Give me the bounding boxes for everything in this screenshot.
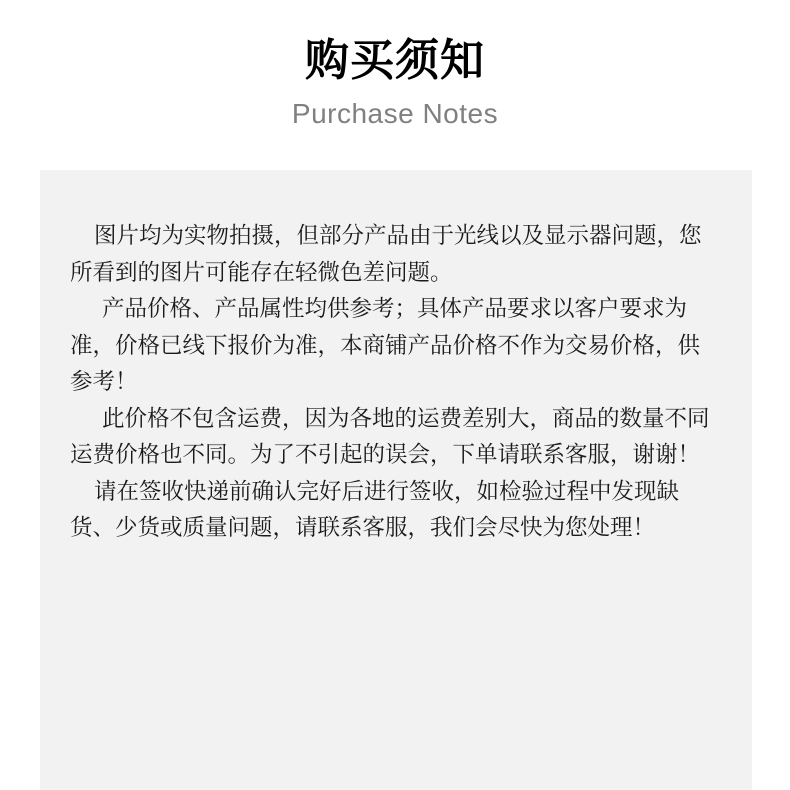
note-paragraph-price: 产品价格、产品属性均供参考；具体产品要求以客户要求为准，价格已线下报价为准，本商铺产品价格不作为交易价格，供参考！ bbox=[70, 296, 701, 395]
note-paragraph-photo: 图片均为实物拍摄，但部分产品由于光线以及显示器问题，您所看到的图片可能存在轻微色差问题。 bbox=[70, 223, 702, 286]
note-paragraph-shipping: 此价格不包含运费，因为各地的运费差别大，商品的数量不同运费价格也不同。为了不引起的误会，下单请联系客服，谢谢！ bbox=[70, 405, 710, 468]
note-paragraph-delivery: 请在签收快递前确认完好后进行签收，如检验过程中发现缺货、少货或质量问题，请联系客服，我们会尽快为您处理！ bbox=[70, 478, 680, 541]
notes-panel bbox=[40, 170, 752, 790]
page-subtitle: Purchase Notes bbox=[291, 98, 499, 129]
notes-list bbox=[70, 218, 710, 547]
page-title: 购买须知 bbox=[305, 35, 485, 86]
